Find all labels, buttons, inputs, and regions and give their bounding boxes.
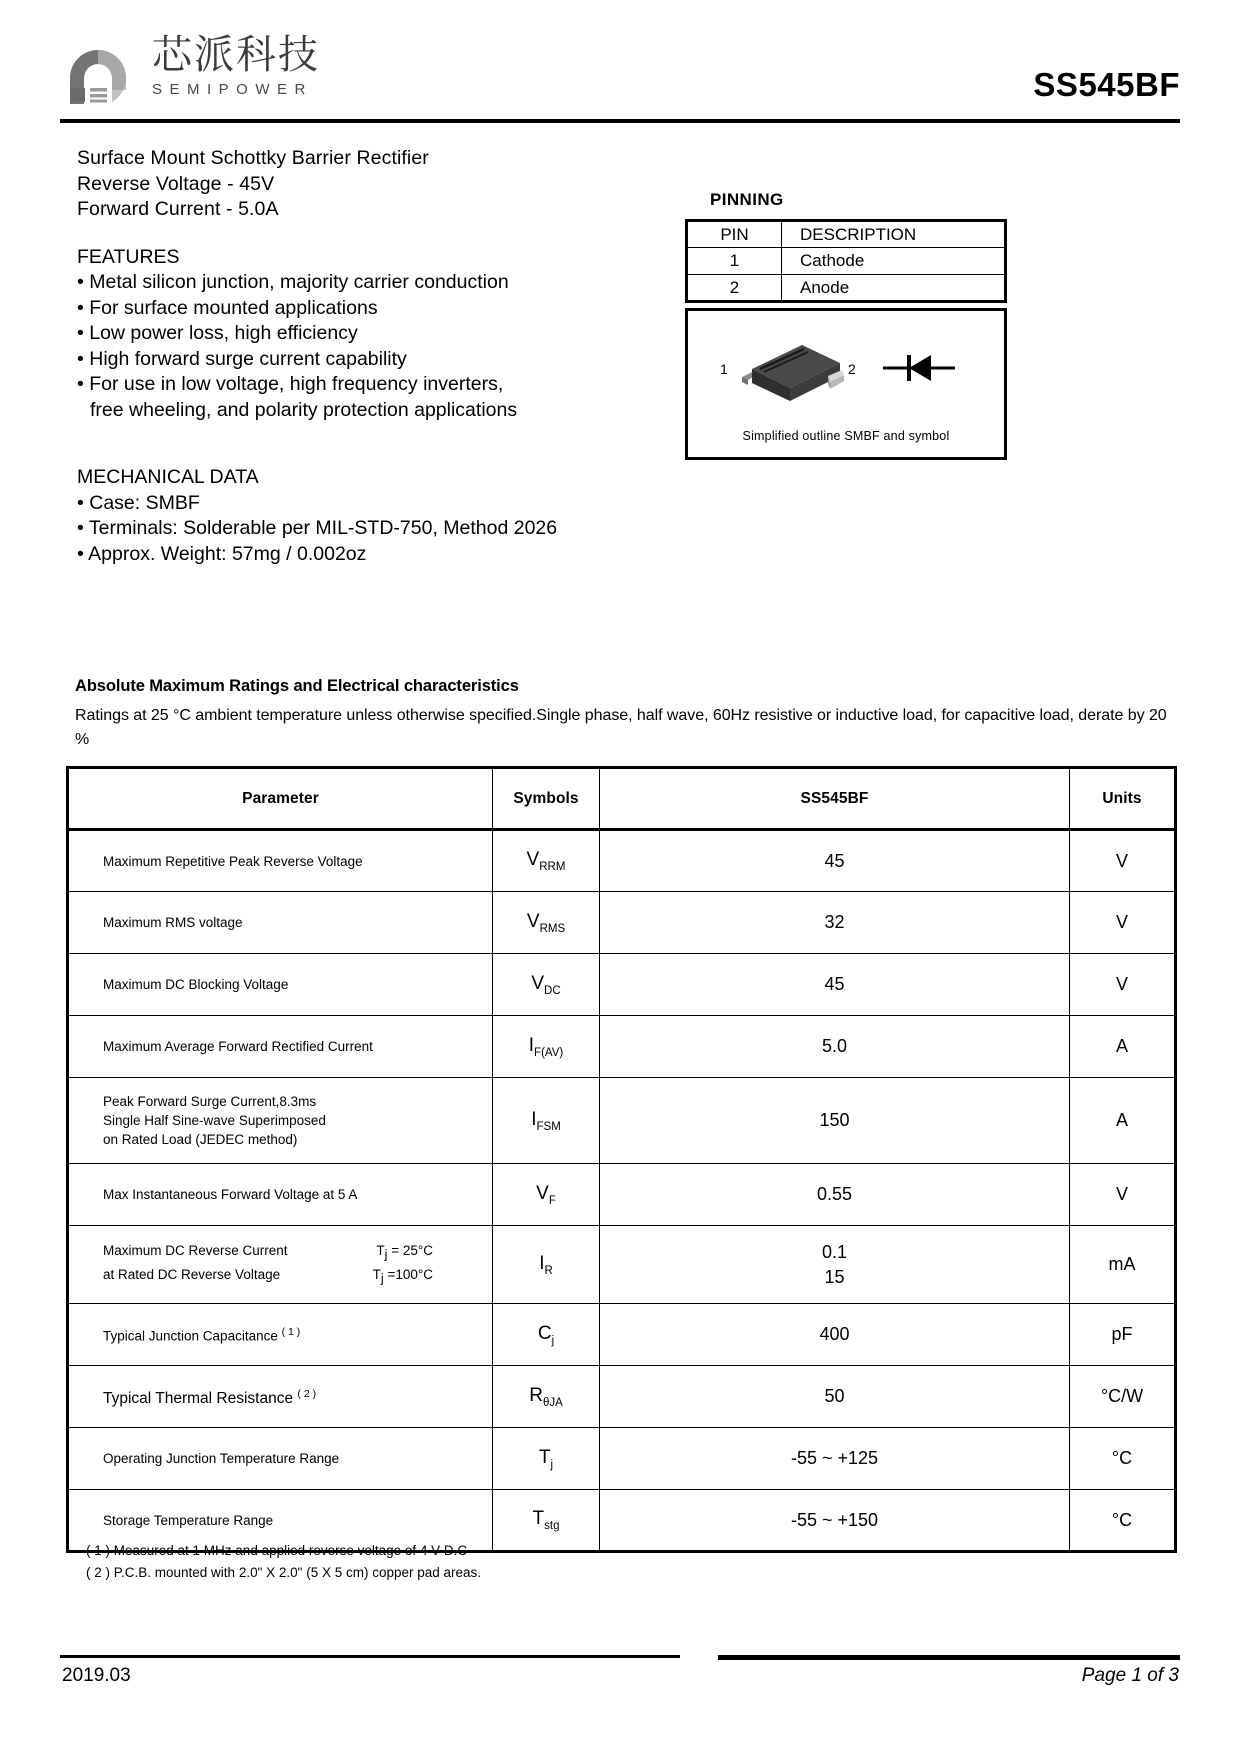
- ratings-cell-units: V: [1070, 830, 1176, 892]
- mechanical-item-2: • Terminals: Solderable per MIL-STD-750, Method 2026: [77, 517, 558, 539]
- ratings-table-row: [68, 1428, 1176, 1490]
- ratings-cell-units: °C: [1070, 1490, 1176, 1552]
- ratings-parameter-line: on Rated Load (JEDEC method): [103, 1132, 298, 1147]
- intro-line-2: Reverse Voltage - 45V: [77, 172, 275, 195]
- ratings-parameter-line: Typical Thermal Resistance $^{( 2 )}$: [103, 1387, 317, 1408]
- ratings-cell-parameter: [68, 892, 493, 954]
- ratings-cell-parameter: [68, 1226, 493, 1304]
- ratings-cell-value: [600, 1226, 1070, 1304]
- footer-divider-right: [718, 1655, 1180, 1660]
- ratings-cell-value: [600, 954, 1070, 1016]
- ratings-cell-symbol: $I_{F(AV)}$: [493, 1016, 600, 1078]
- ratings-value-line: -55 ~ +150: [790, 1509, 879, 1530]
- ratings-table-row: [68, 1226, 1176, 1304]
- ratings-table-row: [68, 892, 1176, 954]
- ratings-table-row: [68, 1016, 1176, 1078]
- ratings-cell-units: pF: [1070, 1304, 1176, 1366]
- feature-item-3: • Low power loss, high efficiency: [77, 322, 358, 344]
- ratings-value-line: 0.55: [816, 1184, 853, 1204]
- pinning-row-1-pin: 1: [687, 248, 782, 275]
- ratings-header-row: [68, 768, 1176, 830]
- ratings-cell-value: [600, 1078, 1070, 1164]
- ratings-value-line: 150: [819, 1110, 850, 1130]
- pinning-row: [687, 275, 1006, 302]
- ratings-value-line: 15: [824, 1266, 845, 1287]
- part-number: SS545BF: [1033, 66, 1180, 103]
- ratings-cell-units: °C/W: [1070, 1366, 1176, 1428]
- ratings-parameter-line: Single Half Sine-wave Superimposed: [103, 1113, 326, 1128]
- ratings-cell-units: mA: [1070, 1226, 1176, 1304]
- ratings-cell-symbol: $I_{FSM}$: [493, 1078, 600, 1164]
- footnote-1: ( 1 ) Measured at 1 MHz and applied reverse voltage of 4 V D.C: [86, 1543, 468, 1558]
- feature-item-5: • For use in low voltage, high frequency inverters,: [77, 373, 504, 395]
- ratings-cell-symbol: $T_{stg}$: [493, 1490, 600, 1552]
- ratings-cell-value: [600, 892, 1070, 954]
- ratings-cell-parameter: [68, 954, 493, 1016]
- footer-divider-left: [60, 1655, 680, 1658]
- diode-symbol-icon: [883, 351, 955, 390]
- feature-item-1: • Metal silicon junction, majority carrier conduction: [77, 271, 509, 293]
- ratings-cell-parameter: [68, 1164, 493, 1226]
- ratings-cell-symbol: $R_{\theta JA}$: [493, 1366, 600, 1428]
- package-outline-box: [685, 308, 1007, 460]
- ratings-cell-parameter: [68, 1428, 493, 1490]
- ratings-parameter-line: at Rated DC Reverse Voltage $T_j =100^\circ C$: [103, 1266, 433, 1286]
- ratings-cell-symbol: $T_j$: [493, 1428, 600, 1490]
- footnote-2: ( 2 ) P.C.B. mounted with 2.0" X 2.0" (5 X 5 cm) copper pad areas.: [86, 1565, 482, 1580]
- ratings-cell-parameter: [68, 1078, 493, 1164]
- ratings-parameter-line: Operating Junction Temperature Range: [103, 1451, 340, 1466]
- ratings-table-row: [68, 954, 1176, 1016]
- pinning-row-1-description: Cathode: [782, 248, 1006, 275]
- ratings-parameter-line: Max Instantaneous Forward Voltage at 5 A: [103, 1187, 358, 1202]
- ratings-cell-symbol: $C_j$: [493, 1304, 600, 1366]
- smbf-package-icon: [740, 339, 844, 416]
- ratings-cell-units: V: [1070, 1164, 1176, 1226]
- page-header: [60, 28, 1180, 123]
- ratings-cell-units: V: [1070, 892, 1176, 954]
- ratings-parameter-line: Maximum Average Forward Rectified Current: [103, 1039, 373, 1054]
- ratings-cell-value: [600, 1016, 1070, 1078]
- package-pin-1-label: 1: [720, 361, 728, 377]
- ratings-parameter-line: Maximum RMS voltage: [103, 915, 243, 930]
- logo-wordmark: [152, 32, 320, 98]
- ratings-cell-units: V: [1070, 954, 1176, 1016]
- ratings-value-line: -55 ~ +125: [790, 1448, 879, 1468]
- ratings-cell-parameter: [68, 1304, 493, 1366]
- ratings-header-units: Units: [1070, 768, 1176, 830]
- logo-mark-svg: [60, 28, 138, 104]
- features-heading: FEATURES: [77, 245, 180, 268]
- ratings-value-line: 32: [824, 912, 845, 932]
- ratings-cell-value: [600, 1428, 1070, 1490]
- ratings-header-symbols: Symbols: [493, 768, 600, 830]
- company-logo: [60, 28, 320, 104]
- ratings-header-parameter: Parameter: [68, 768, 493, 830]
- ratings-cell-units: °C: [1070, 1428, 1176, 1490]
- pinning-header-pin: PIN: [687, 221, 782, 248]
- logo-english-name: SEMIPOWER: [152, 81, 313, 98]
- ratings-value-line: 45: [824, 974, 845, 994]
- mechanical-item-1: • Case: SMBF: [77, 491, 200, 514]
- mechanical-heading: MECHANICAL DATA: [77, 466, 259, 488]
- left-content-column: [77, 146, 677, 567]
- package-caption: Simplified outline SMBF and symbol: [742, 429, 950, 443]
- ratings-cell-value: [600, 1366, 1070, 1428]
- ratings-cell-parameter: [68, 1366, 493, 1428]
- ratings-parameter-line: Maximum Repetitive Peak Reverse Voltage: [103, 853, 363, 869]
- ratings-table-row: [68, 1304, 1176, 1366]
- ratings-value-line: 0.1: [821, 1241, 848, 1262]
- footer-page-number: Page 1 of 3: [1081, 1665, 1179, 1686]
- ratings-section-title: Absolute Maximum Ratings and Electrical characteristics: [75, 677, 519, 695]
- ratings-parameter-line: Maximum DC Reverse Current $T_j = 25^\circ C$: [103, 1242, 433, 1262]
- ratings-cell-symbol: $V_{RMS}$: [493, 892, 600, 954]
- ratings-table-body: [68, 830, 1176, 1552]
- header-divider: [60, 119, 1180, 123]
- ratings-parameter-line: Maximum DC Blocking Voltage: [103, 977, 289, 992]
- ratings-table-row: [68, 1078, 1176, 1164]
- pinning-header-row: [687, 221, 1006, 248]
- logo-chinese-name: 芯派科技: [152, 32, 320, 78]
- feature-item-2: • For surface mounted applications: [77, 296, 378, 319]
- ratings-cell-value: [600, 1164, 1070, 1226]
- ratings-table-row: [68, 1366, 1176, 1428]
- ratings-value-line: 400: [819, 1324, 850, 1344]
- ratings-parameter-line: Typical Junction Capacitance $^{( 1 )}$: [103, 1326, 301, 1344]
- footnote-marker: ( 2 ): [297, 1387, 317, 1400]
- smbf-package-svg: [740, 339, 844, 411]
- mechanical-item-3: • Approx. Weight: 57mg / 0.002oz: [77, 542, 367, 565]
- footer-date: 2019.03: [62, 1665, 131, 1686]
- diode-symbol-svg: [883, 351, 955, 385]
- ratings-cell-symbol: $V_{RRM}$: [493, 830, 600, 892]
- ratings-cell-symbol: $V_F$: [493, 1164, 600, 1226]
- package-pin-2-label: 2: [848, 361, 856, 377]
- ratings-cell-symbol: $I_R$: [493, 1226, 600, 1304]
- pinning-title: PINNING: [710, 190, 784, 209]
- pinning-header-description: DESCRIPTION: [782, 221, 1006, 248]
- footnote-marker: ( 1 ): [281, 1326, 301, 1339]
- absolute-maximum-ratings-table: [66, 766, 1177, 1553]
- ratings-value-line: 50: [824, 1386, 845, 1406]
- ratings-cell-symbol: $V_{DC}$: [493, 954, 600, 1016]
- feature-item-5-continued: free wheeling, and polarity protection applications: [90, 398, 518, 421]
- intro-line-1: Surface Mount Schottky Barrier Rectifier: [77, 147, 429, 169]
- ratings-header-device: SS545BF: [600, 768, 1070, 830]
- feature-item-4: • High forward surge current capability: [77, 347, 407, 370]
- ratings-value-line: 45: [824, 850, 845, 871]
- ratings-table-row: [68, 830, 1176, 892]
- table-footnotes: [86, 1540, 986, 1584]
- pinning-row-2-description: Anode: [782, 275, 1006, 302]
- pinning-row-2-pin: 2: [687, 275, 782, 302]
- ratings-cell-value: [600, 1304, 1070, 1366]
- ratings-cell-value: [600, 830, 1070, 892]
- ratings-cell-units: A: [1070, 1016, 1176, 1078]
- pinning-table: [685, 219, 1007, 303]
- ratings-cell-parameter: [68, 1016, 493, 1078]
- pinning-row: [687, 248, 1006, 275]
- ratings-value-line: 5.0: [821, 1036, 848, 1056]
- semipower-logo-icon: [60, 28, 138, 104]
- ratings-cell-parameter: [68, 830, 493, 892]
- ratings-cell-units: A: [1070, 1078, 1176, 1164]
- ratings-table-row: [68, 1164, 1176, 1226]
- intro-line-3: Forward Current - 5.0A: [77, 198, 279, 220]
- ratings-parameter-line: Peak Forward Surge Current,8.3ms: [103, 1094, 317, 1109]
- ratings-section-note: Ratings at 25 °C ambient temperature unless otherwise specified.Single phase, half wave, 60Hz resistive or inductive load, for capacitive load, derate by 20 %: [75, 707, 1167, 748]
- ratings-parameter-line: Storage Temperature Range: [103, 1512, 274, 1528]
